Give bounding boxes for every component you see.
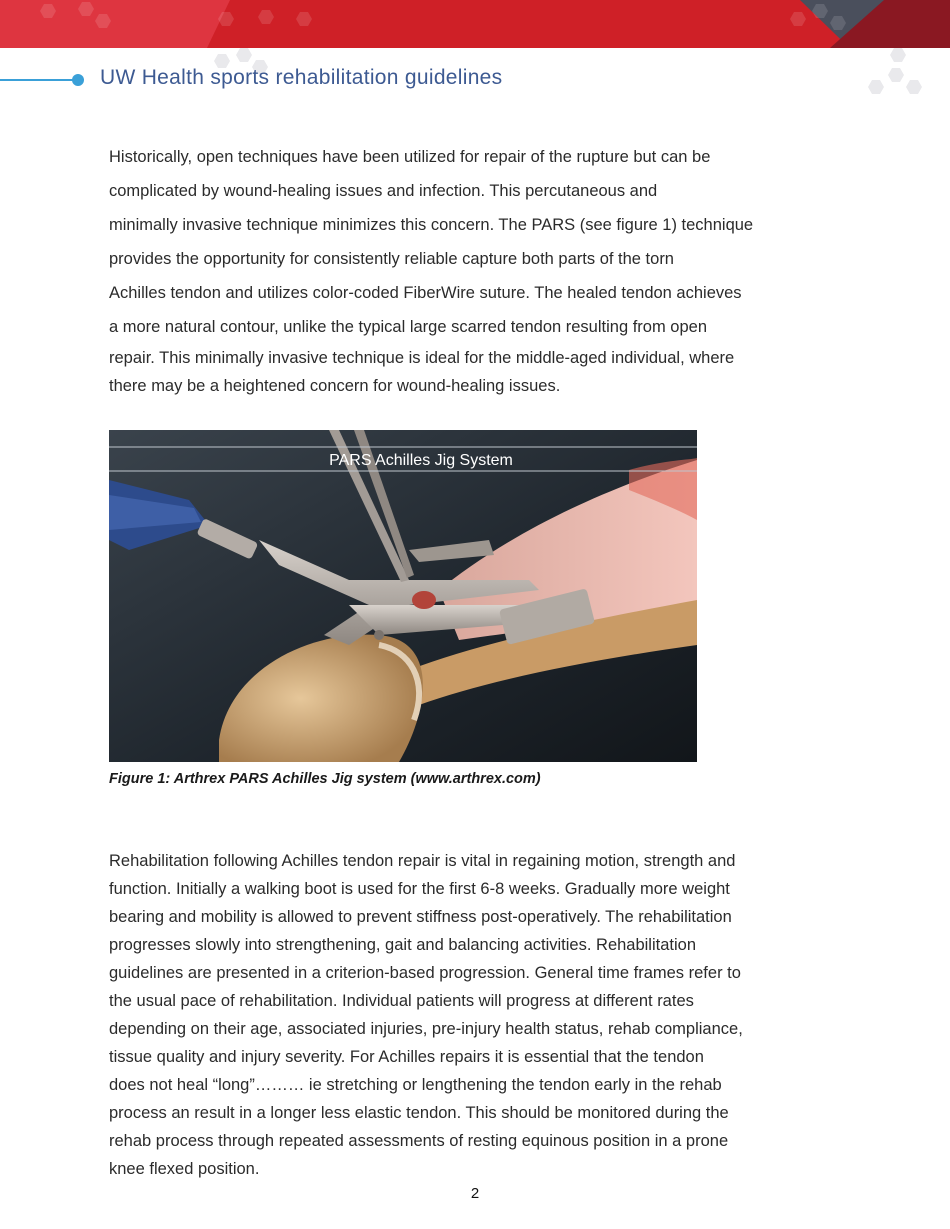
hexagon-decoration bbox=[296, 12, 312, 26]
paragraph-line: complicated by wound-healing issues and infection. This percutaneous and bbox=[109, 182, 658, 200]
paragraph-line: Historically, open techniques have been utilized for repair of the rupture but can be bbox=[109, 148, 711, 166]
paragraph-line: guidelines are presented in a criterion-based progression. General time frames refer to bbox=[109, 964, 741, 982]
hexagon-decoration bbox=[790, 12, 806, 26]
hexagon-decoration bbox=[906, 80, 922, 94]
paragraph-line: knee flexed position. bbox=[109, 1160, 260, 1178]
paragraph-line: function. Initially a walking boot is used for the first 6-8 weeks. Gradually more weight bbox=[109, 880, 730, 898]
header-bullet bbox=[72, 74, 84, 86]
hexagon-decoration bbox=[258, 10, 274, 24]
paragraph-line: progresses slowly into strengthening, gait and balancing activities. Rehabilitation bbox=[109, 936, 697, 954]
paragraph-line: Achilles tendon and utilizes color-coded FiberWire suture. The healed tendon achieves bbox=[109, 284, 742, 302]
paragraph-line: repair. This minimally invasive technique is ideal for the middle-aged individual, where bbox=[109, 349, 735, 367]
paragraph-line: Rehabilitation following Achilles tendon repair is vital in regaining motion, strength and bbox=[109, 852, 736, 870]
page-header-title: UW Health sports rehabilitation guidelines bbox=[100, 66, 503, 89]
hexagon-decoration bbox=[236, 48, 252, 62]
paragraph-line: the usual pace of rehabilitation. Individual patients will progress at different rates bbox=[109, 992, 694, 1010]
paragraph-line: tissue quality and injury severity. For Achilles repairs it is essential that the tendon bbox=[109, 1048, 704, 1066]
figure-overlay-title: PARS Achilles Jig System bbox=[329, 452, 513, 469]
hexagon-decoration bbox=[868, 80, 884, 94]
paragraph-line: minimally invasive technique minimizes this concern. The PARS (see figure 1) technique bbox=[109, 216, 754, 234]
page-number: 2 bbox=[470, 1185, 480, 1202]
header-rule bbox=[0, 79, 76, 81]
paragraph-line: process an result in a longer less elastic tendon. This should be monitored during the bbox=[109, 1104, 729, 1122]
figure-caption: Figure 1: Arthrex PARS Achilles Jig system (www.arthrex.com) bbox=[109, 771, 541, 787]
paragraph-line: bearing and mobility is allowed to prevent stiffness post-operatively. The rehabilitation bbox=[109, 908, 732, 926]
paragraph-line: provides the opportunity for consistently reliable capture both parts of the torn bbox=[109, 250, 674, 268]
figure-image bbox=[109, 430, 697, 762]
paragraph-line: there may be a heightened concern for wound-healing issues. bbox=[109, 377, 561, 395]
paragraph-line: does not heal “long”……… ie stretching or lengthening the tendon early in the rehab bbox=[109, 1076, 722, 1094]
banner-left-panel bbox=[0, 0, 230, 48]
paragraph-line: rehab process through repeated assessments of resting equinous position in a prone bbox=[109, 1132, 729, 1150]
header-banner bbox=[0, 0, 950, 48]
hexagon-decoration bbox=[888, 68, 904, 82]
body-paragraph-rehab bbox=[109, 847, 743, 1183]
paragraph-line: depending on their age, associated injuries, pre-injury health status, rehab compliance, bbox=[109, 1020, 743, 1038]
paragraph-line: a more natural contour, unlike the typical large scarred tendon resulting from open bbox=[109, 318, 708, 336]
body-paragraph-intro bbox=[109, 140, 753, 400]
hexagon-decoration bbox=[890, 48, 906, 62]
